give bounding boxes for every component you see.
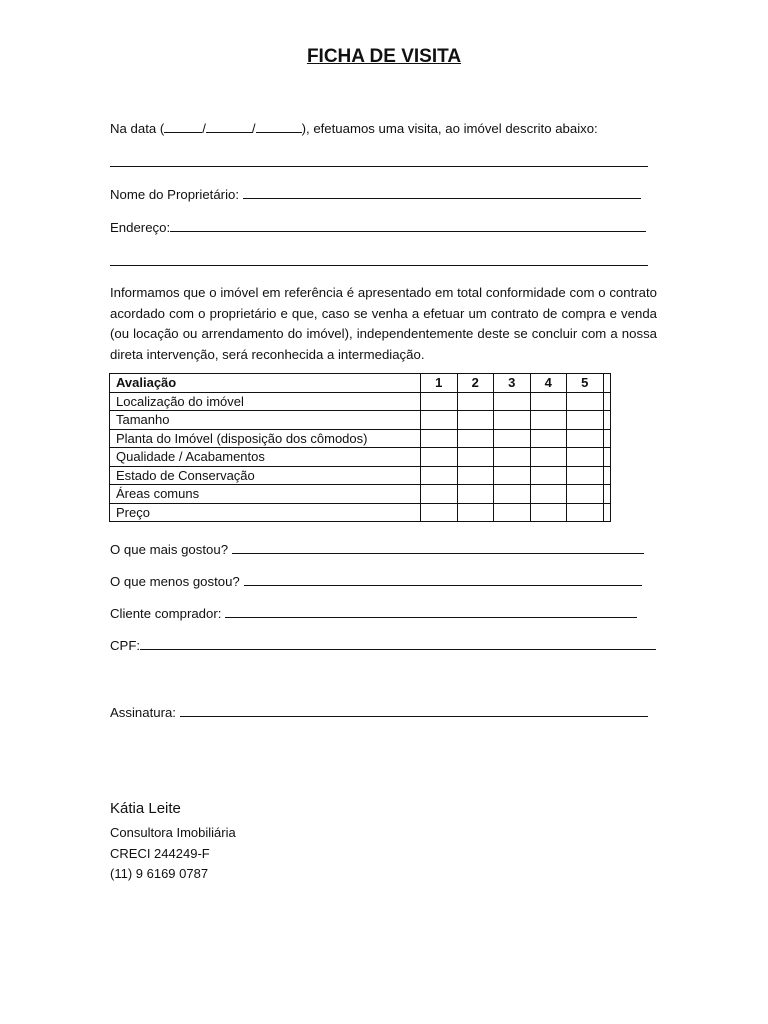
score-cell[interactable] bbox=[457, 485, 494, 504]
score-cell[interactable] bbox=[567, 503, 604, 522]
liked-least-field[interactable] bbox=[244, 573, 642, 586]
score-cell[interactable] bbox=[530, 392, 567, 411]
property-description-line-1[interactable] bbox=[110, 166, 648, 167]
table-row bbox=[110, 485, 611, 504]
agent-name: Kátia Leite bbox=[110, 800, 181, 817]
liked-most-line bbox=[110, 541, 644, 558]
date-separator-1: / bbox=[202, 121, 206, 136]
address-field[interactable] bbox=[170, 219, 646, 232]
score-cell[interactable] bbox=[421, 485, 458, 504]
row-label: Localização do imóvel bbox=[110, 392, 421, 411]
visit-date-suffix: ), efetuamos uma visita, ao imóvel descrito abaixo: bbox=[301, 121, 598, 136]
score-cell[interactable] bbox=[494, 429, 531, 448]
score-cell[interactable] bbox=[530, 503, 567, 522]
table-row bbox=[110, 429, 611, 448]
buyer-label: Cliente comprador: bbox=[110, 606, 222, 621]
signature-label: Assinatura: bbox=[110, 705, 176, 720]
year-field[interactable] bbox=[256, 120, 302, 133]
table-row bbox=[110, 466, 611, 485]
row-label: Qualidade / Acabamentos bbox=[110, 448, 421, 467]
cpf-line bbox=[110, 637, 656, 654]
row-label: Preço bbox=[110, 503, 421, 522]
cpf-label: CPF: bbox=[110, 638, 141, 653]
buyer-line bbox=[110, 605, 637, 622]
score-cell[interactable] bbox=[530, 448, 567, 467]
row-label: Estado de Conservação bbox=[110, 466, 421, 485]
row-label: Planta do Imóvel (disposição dos cômodos) bbox=[110, 429, 421, 448]
day-field[interactable] bbox=[164, 120, 202, 133]
score-cell[interactable] bbox=[457, 448, 494, 467]
score-cell[interactable] bbox=[567, 429, 604, 448]
score-cell[interactable] bbox=[494, 392, 531, 411]
score-cell[interactable] bbox=[457, 429, 494, 448]
disclaimer-paragraph: Informamos que o imóvel em referência é apresentado em total conformidade com o contrato acordado com o proprietário e que, caso se venha a efetuar um contrato de compra e venda (ou locação ou arrendamento do imóvel), independentemente deste se concluir com a nossa direta intervenção, será reconhecida a intermediação. bbox=[110, 285, 657, 362]
liked-most-label: O que mais gostou? bbox=[110, 542, 229, 557]
date-separator-2: / bbox=[251, 121, 256, 136]
score-header-3: 3 bbox=[494, 374, 531, 393]
score-cell[interactable] bbox=[494, 466, 531, 485]
signature-field[interactable] bbox=[180, 704, 648, 717]
month-field[interactable] bbox=[206, 120, 252, 133]
extra-cell bbox=[603, 503, 610, 522]
score-cell[interactable] bbox=[567, 392, 604, 411]
agent-phone: (11) 9 6169 0787 bbox=[110, 866, 209, 881]
score-cell[interactable] bbox=[494, 448, 531, 467]
table-row bbox=[110, 448, 611, 467]
score-cell[interactable] bbox=[457, 392, 494, 411]
table-row bbox=[110, 411, 611, 430]
extra-cell bbox=[603, 411, 610, 430]
buyer-field[interactable] bbox=[225, 605, 637, 618]
extra-cell bbox=[603, 448, 610, 467]
score-cell[interactable] bbox=[530, 429, 567, 448]
table-row bbox=[110, 503, 611, 522]
owner-line bbox=[110, 186, 641, 203]
score-cell[interactable] bbox=[494, 411, 531, 430]
score-cell[interactable] bbox=[421, 392, 458, 411]
score-cell[interactable] bbox=[494, 503, 531, 522]
visit-date-prefix: Na data ( bbox=[110, 121, 165, 136]
address-line bbox=[110, 219, 646, 236]
score-cell[interactable] bbox=[567, 485, 604, 504]
score-cell[interactable] bbox=[530, 466, 567, 485]
owner-label: Nome do Proprietário: bbox=[110, 187, 240, 202]
score-cell[interactable] bbox=[421, 429, 458, 448]
score-cell[interactable] bbox=[421, 448, 458, 467]
extra-cell bbox=[603, 392, 610, 411]
agent-creci: CRECI 244249-F bbox=[110, 846, 210, 861]
table-header-row bbox=[110, 374, 611, 393]
score-header-4: 4 bbox=[530, 374, 567, 393]
score-cell[interactable] bbox=[457, 411, 494, 430]
address-label: Endereço: bbox=[110, 220, 171, 235]
score-header-5: 5 bbox=[567, 374, 604, 393]
score-header-1: 1 bbox=[421, 374, 458, 393]
score-cell[interactable] bbox=[421, 466, 458, 485]
agent-role: Consultora Imobiliária bbox=[110, 825, 236, 840]
score-header-2: 2 bbox=[457, 374, 494, 393]
score-cell[interactable] bbox=[567, 466, 604, 485]
extra-cell bbox=[603, 429, 610, 448]
extra-cell bbox=[603, 466, 610, 485]
liked-least-line bbox=[110, 573, 642, 590]
score-cell[interactable] bbox=[530, 485, 567, 504]
score-cell[interactable] bbox=[457, 503, 494, 522]
score-cell[interactable] bbox=[421, 411, 458, 430]
document-title: FICHA DE VISITA bbox=[306, 46, 462, 67]
table-row bbox=[110, 392, 611, 411]
row-label: Tamanho bbox=[110, 411, 421, 430]
table-extra-column bbox=[603, 374, 610, 393]
address-line-2[interactable] bbox=[110, 265, 648, 266]
visit-date-line bbox=[110, 120, 598, 137]
liked-most-field[interactable] bbox=[232, 541, 644, 554]
evaluation-table bbox=[109, 373, 611, 522]
liked-least-label: O que menos gostou? bbox=[110, 574, 240, 589]
cpf-field[interactable] bbox=[140, 637, 656, 650]
score-cell[interactable] bbox=[567, 411, 604, 430]
row-label: Áreas comuns bbox=[110, 485, 421, 504]
owner-field[interactable] bbox=[243, 186, 641, 199]
score-cell[interactable] bbox=[567, 448, 604, 467]
extra-cell bbox=[603, 485, 610, 504]
score-cell[interactable] bbox=[530, 411, 567, 430]
table-header-label: Avaliação bbox=[110, 374, 421, 393]
signature-line bbox=[110, 704, 648, 721]
score-cell[interactable] bbox=[457, 466, 494, 485]
score-cell[interactable] bbox=[494, 485, 531, 504]
score-cell[interactable] bbox=[421, 503, 458, 522]
